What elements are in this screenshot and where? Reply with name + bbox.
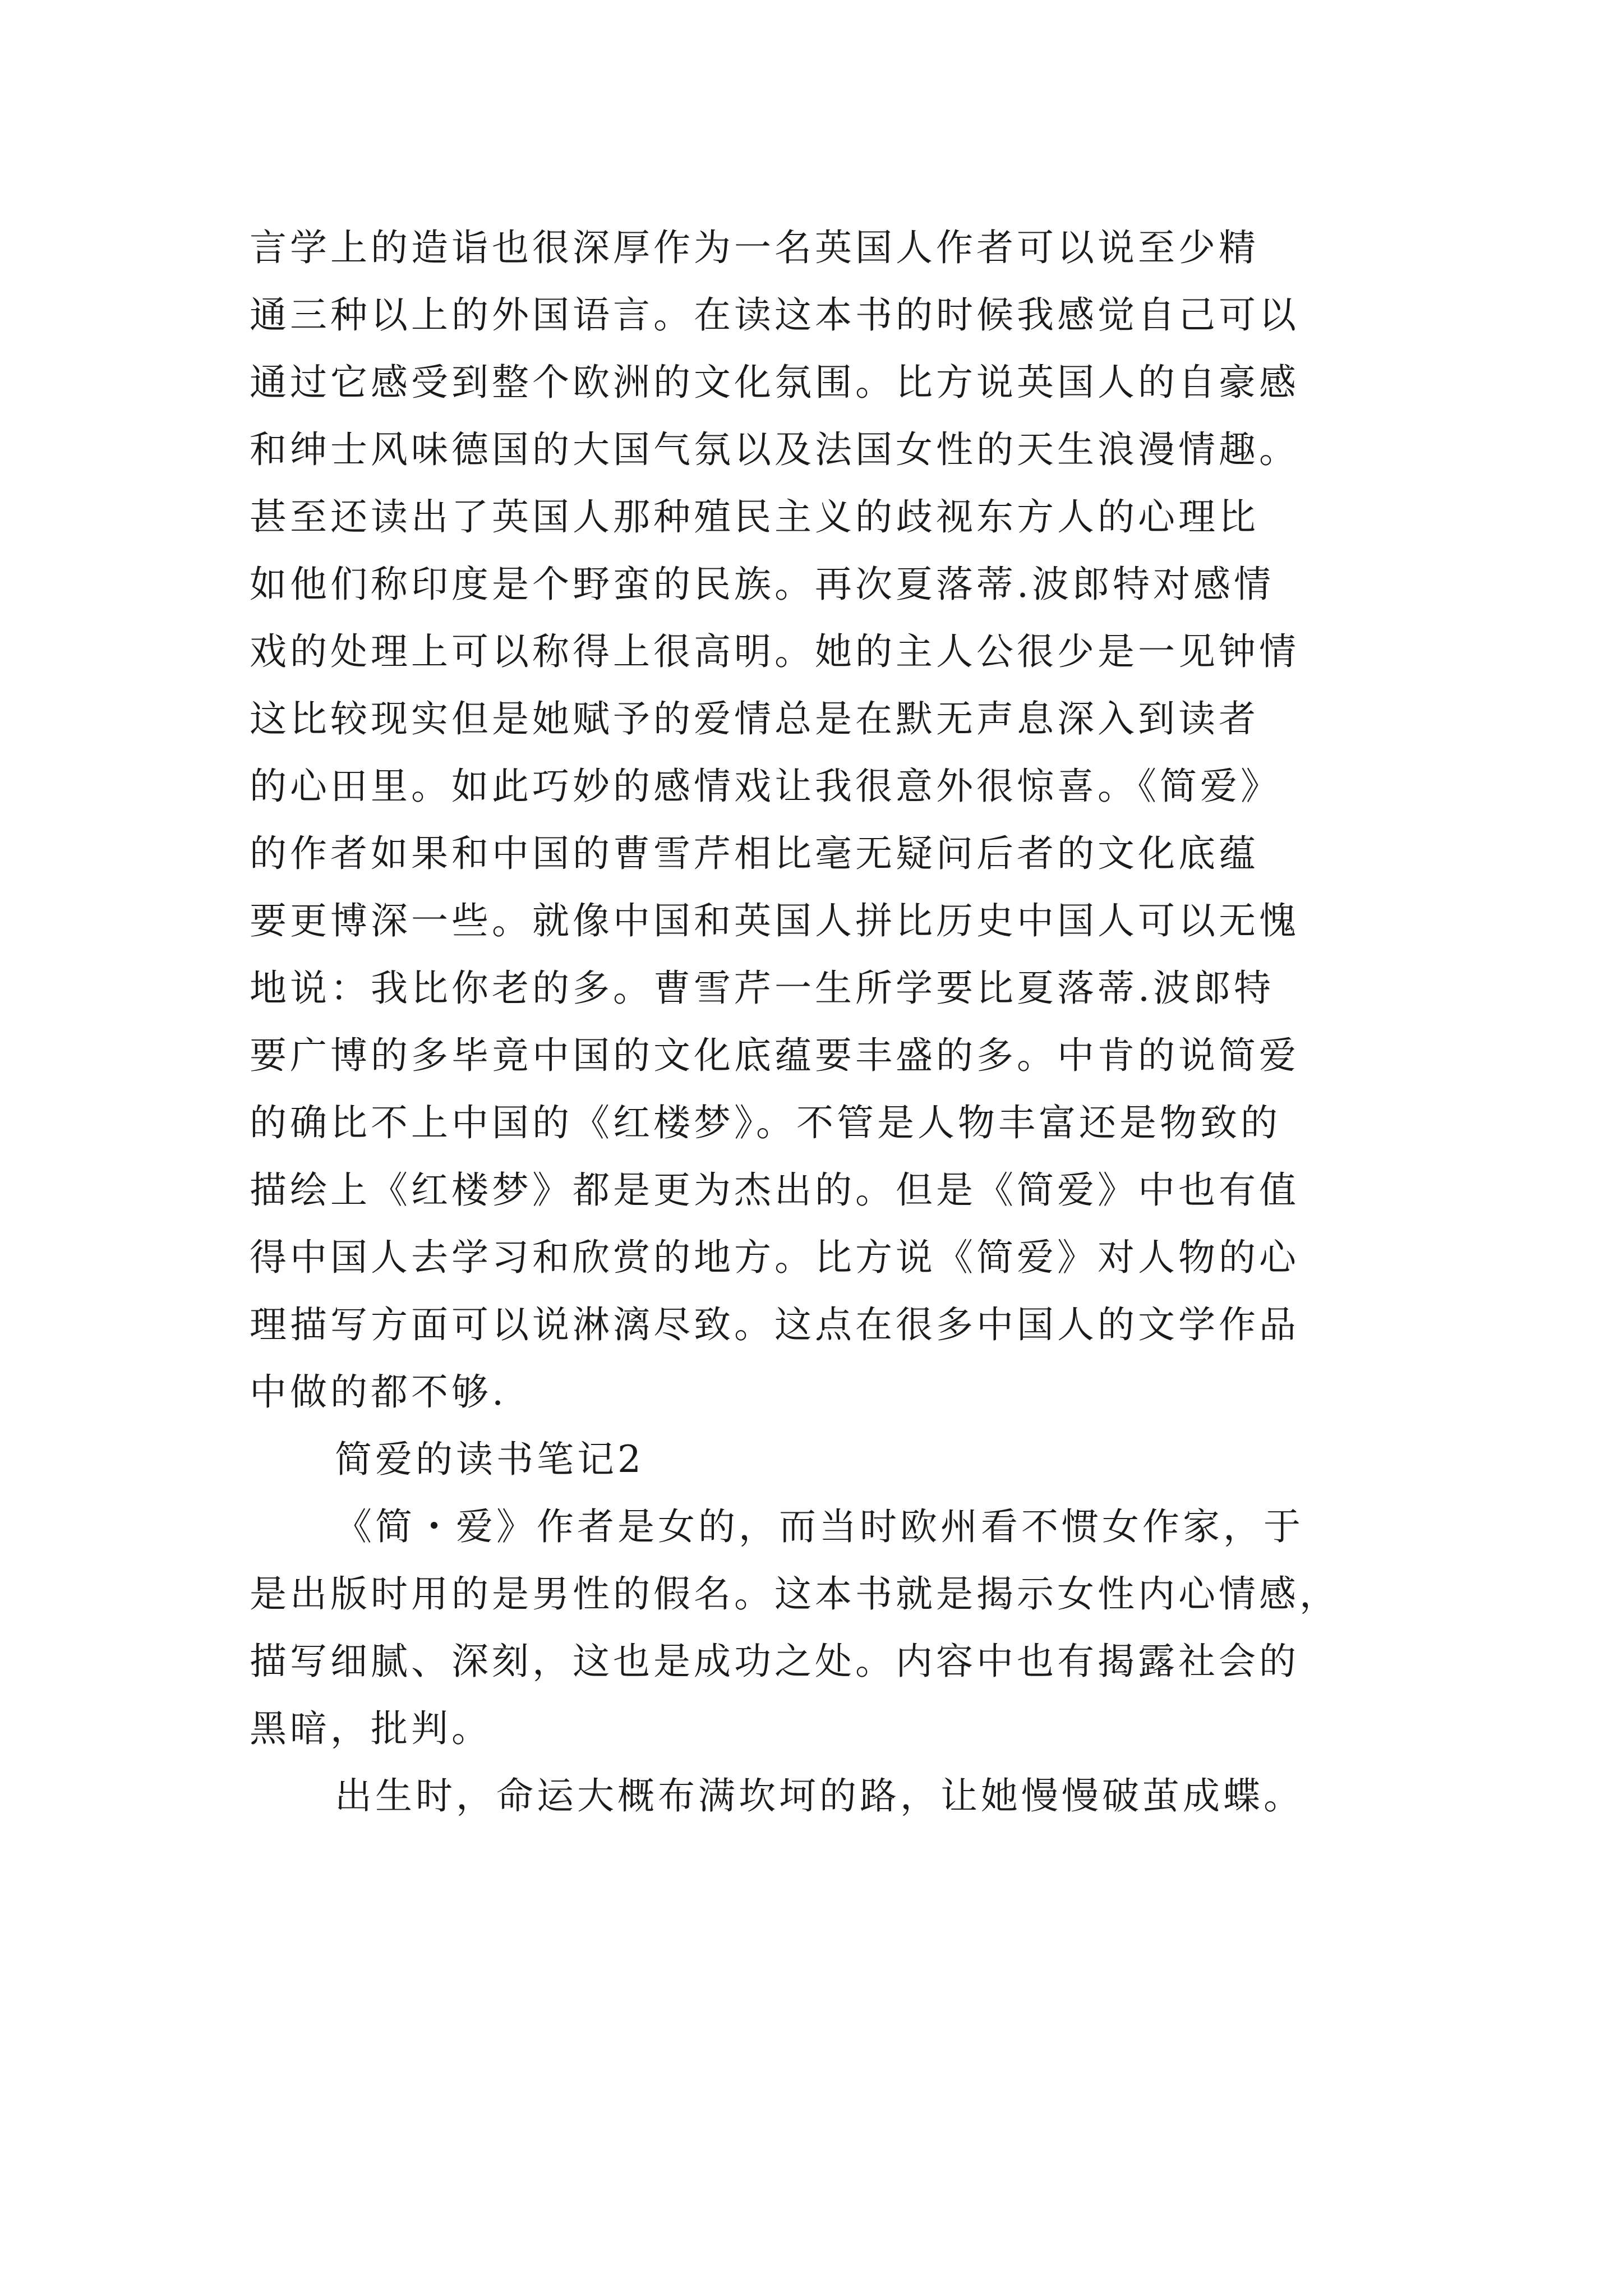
section-heading: 简爱的读书笔记2 [335, 1438, 644, 1481]
text-line-16: 得中国人去学习和欣赏的地方。比方说《简爱》对人物的心 [250, 1236, 1299, 1279]
text-line-9: 的心田里。如此巧妙的感情戏让我很意外很惊喜。《简爱》 [250, 765, 1281, 808]
text-line-7: 戏的处理上可以称得上很高明。她的主人公很少是一见钟情 [250, 630, 1299, 673]
text-line-10: 的作者如果和中国的曹雪芹相比毫无疑问后者的文化底蕴 [250, 832, 1259, 875]
text-line-15: 描绘上《红楼梦》都是更为杰出的。但是《简爱》中也有值 [250, 1168, 1299, 1212]
text-line-2: 通三种以上的外国语言。在读这本书的时候我感觉自己可以 [250, 293, 1299, 337]
text-line-17: 理描写方面可以说淋漓尽致。这点在很多中国人的文学作品 [250, 1303, 1299, 1346]
text-line-12: 地说：我比你老的多。曹雪芹一生所学要比夏落蒂.波郎特 [250, 967, 1274, 1010]
text-line-24: 出生时，命运大概布满坎坷的路，让她慢慢破茧成蝶。 [335, 1774, 1304, 1818]
text-line-11: 要更博深一些。就像中国和英国人拼比历史中国人可以无愧 [250, 899, 1299, 942]
text-line-18: 中做的都不够. [250, 1370, 507, 1414]
text-line-14: 的确比不上中国的《红楼梦》。不管是人物丰富还是物致的 [250, 1101, 1281, 1144]
text-line-21: 是出版时用的是男性的假名。这本书就是揭示女性内心情感， [250, 1572, 1340, 1616]
text-line-4: 和绅士风味德国的大国气氛以及法国女性的天生浪漫情趣。 [250, 428, 1299, 471]
text-line-13: 要广博的多毕竟中国的文化底蕴要丰盛的多。中肯的说简爱 [250, 1034, 1299, 1077]
text-line-1: 言学上的造诣也很深厚作为一名英国人作者可以说至少精 [250, 226, 1259, 269]
text-line-20: 《简・爱》作者是女的，而当时欧州看不惯女作家，于 [335, 1505, 1304, 1548]
text-line-5: 甚至还读出了英国人那种殖民主义的歧视东方人的心理比 [250, 495, 1259, 539]
text-line-22: 描写细腻、深刻，这也是成功之处。内容中也有揭露社会的 [250, 1640, 1299, 1683]
text-line-23: 黑暗，批判。 [250, 1707, 492, 1750]
text-line-6: 如他们称印度是个野蛮的民族。再次夏落蒂.波郎特对感情 [250, 563, 1274, 606]
text-line-8: 这比较现实但是她赋予的爱情总是在默无声息深入到读者 [250, 697, 1259, 740]
text-line-3: 通过它感受到整个欧洲的文化氛围。比方说英国人的自豪感 [250, 361, 1299, 404]
